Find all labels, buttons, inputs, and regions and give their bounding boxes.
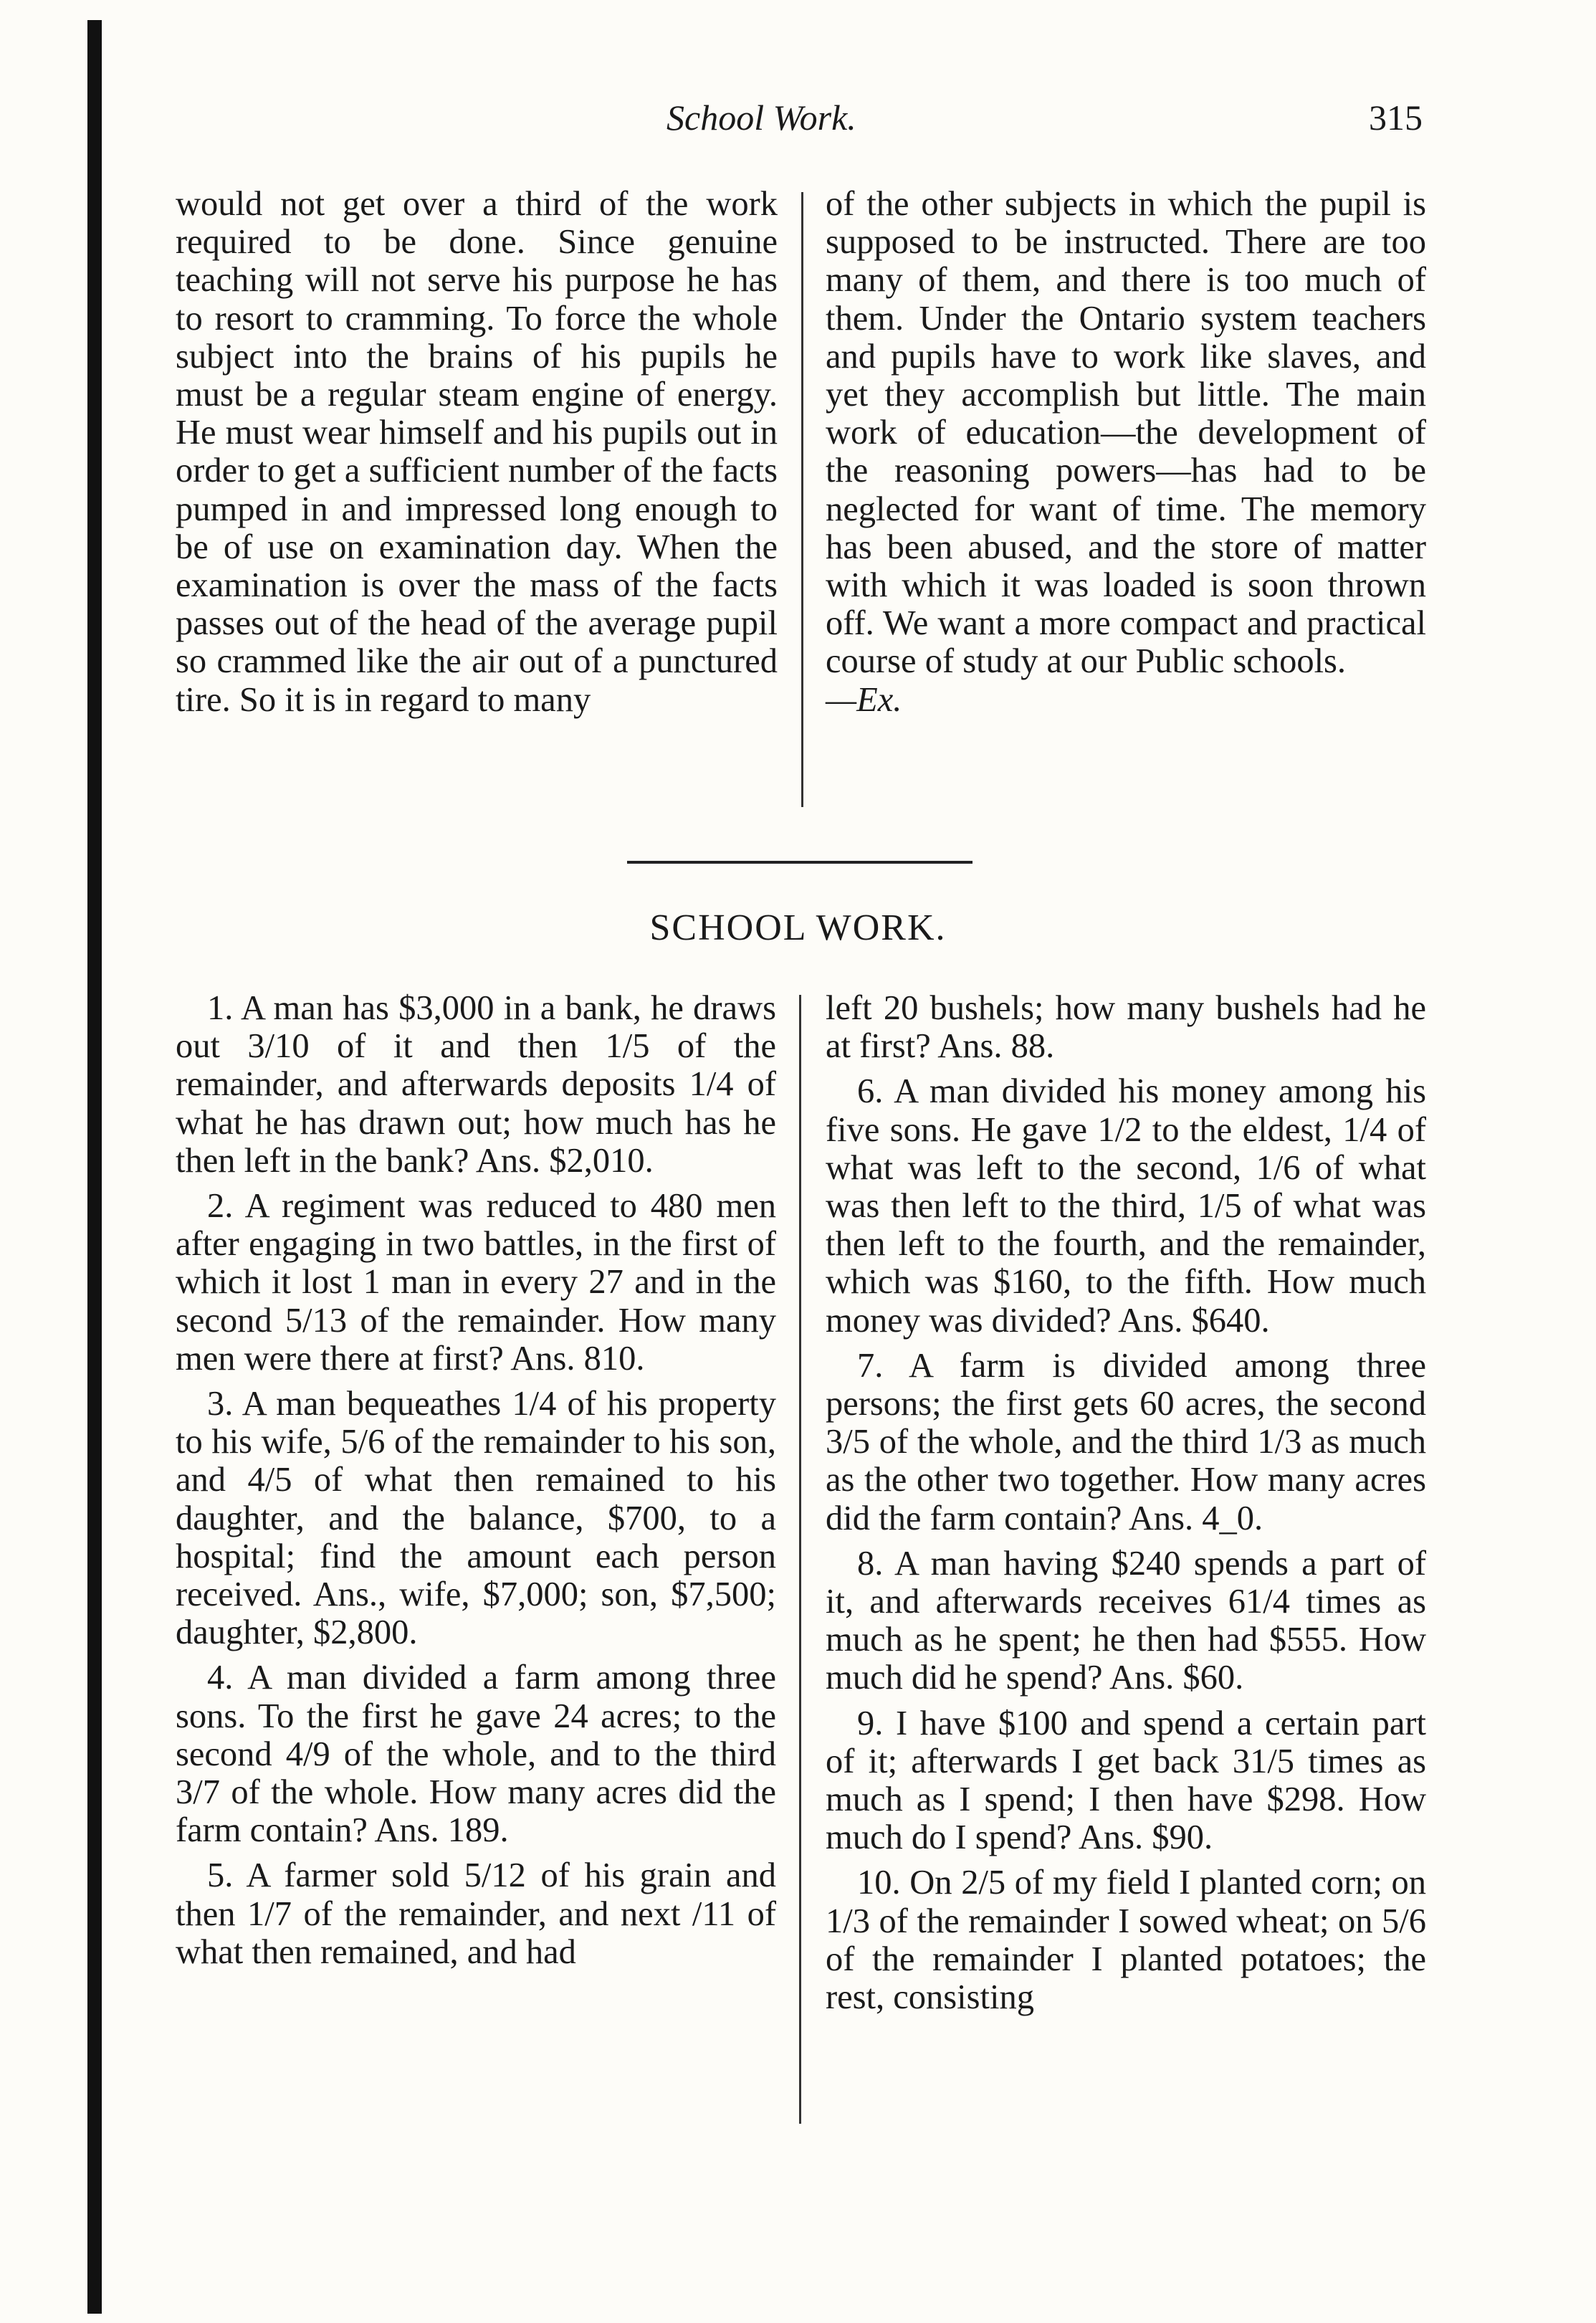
column-rule — [799, 995, 801, 2124]
problem-item: 10. On 2/5 of my field I planted corn; on 1/3 of the remainder I sowed wheat; on 5/6 of the remainder I planted potatoes; the rest, consisting — [826, 1864, 1426, 2017]
problems-column-left — [176, 989, 776, 1978]
page-number: 315 — [1369, 97, 1423, 138]
page-binding-edge — [87, 20, 102, 2314]
section-divider — [627, 861, 973, 864]
problems-column-right — [826, 989, 1426, 2023]
problem-item: 1. A man has $3,000 in a bank, he draws out 3/10 of it and then 1/5 of the remainder, and afterwards deposits 1/4 of what he has drawn out; how much has he then left in the bank? Ans. $2,010. — [176, 989, 776, 1180]
problem-item: 3. A man bequeathes 1/4 of his property to his wife, 5/6 of the remainder to his son, and 4/5 of what then remained to his daughter, and the balance, $700, to a hospital; find the amount each person received. Ans., wife, $7,000; son, $7,500; daughter, $2,800. — [176, 1385, 776, 1652]
problem-item: 4. A man divided a farm among three sons. To the first he gave 24 acres; to the second 4/9 of the whole, and to the third 3/7 of the whole. How many acres did the farm contain? Ans. 189. — [176, 1659, 776, 1850]
problem-continuation: left 20 bushels; how many bushels had he at first? Ans. 88. — [826, 989, 1426, 1066]
article-paragraph: would not get over a third of the work required to be done. Since genuine teaching will not serve his purpose he has to resort to cramming. To force the whole subject into the brains of his pupils he must be a regular steam engine of energy. He must wear himself and his pupils out in order to get a sufficient number of the facts pumped in and impressed long enough to be of use on examination day. When the examination is over the mass of the facts passes out of the head of the average pupil so crammed like the air out of a punctured tire. So it is in regard to many — [176, 185, 778, 719]
problem-item: 2. A regiment was reduced to 480 men after engaging in two battles, in the first of which it lost 1 man in every 27 and in the second 5/13 of the remainder. How many men were there at first? Ans. 810. — [176, 1187, 776, 1378]
article-source: —Ex. — [826, 680, 902, 719]
problem-item: 8. A man having $240 spends a part of it, and afterwards receives 61/4 times as much as he spent; he then had $555. How much did he spend? Ans. $60. — [826, 1544, 1426, 1697]
article-paragraph: of the other subjects in which the pupil is supposed to be instructed. There are too many of them, and there is too much of them. Under the Ontario system teachers and pupils have to work like slaves, and yet they accomplish but little. The main work of education—the development of the reasoning powers—has had to be neglected for want of time. The memory has been abused, and the store of matter with which it was loaded is soon thrown off. We want a more compact and practical course of study at our Public schools. — [826, 185, 1426, 681]
article-column-right — [826, 185, 1426, 719]
section-heading: SCHOOL WORK. — [649, 907, 947, 948]
problem-item: 9. I have $100 and spend a certain part of it; afterwards I get back 31/5 times as much as I spend; I then have $298. How much do I spend? Ans. $90. — [826, 1704, 1426, 1857]
running-header-title: School Work. — [666, 97, 856, 138]
column-rule — [801, 192, 803, 807]
problem-item: 5. A farmer sold 5/12 of his grain and then 1/7 of the remainder, and next /11 of what then remained, and had — [176, 1856, 776, 1971]
problem-item: 6. A man divided his money among his five sons. He gave 1/2 to the eldest, 1/4 of what was left to the second, 1/6 of what was then left to the third, 1/5 of what was then left to the fourth, and the remainder, which was $160, to the fifth. How much money was divided? Ans. $640. — [826, 1072, 1426, 1340]
problem-item: 7. A farm is divided among three persons; the first gets 60 acres, the second 3/5 of the whole, and the third 1/3 as much as the other two together. How many acres did the farm contain? Ans. 4_0. — [826, 1346, 1426, 1537]
article-column-left — [176, 185, 778, 719]
